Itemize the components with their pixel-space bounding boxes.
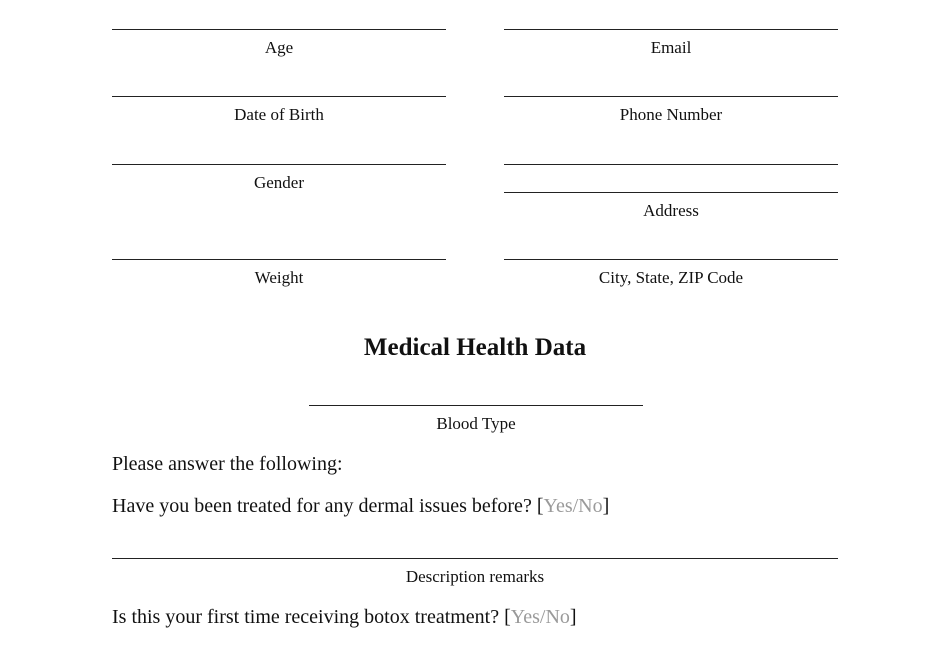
gender-label: Gender (253, 173, 305, 192)
blood-type-field[interactable] (309, 405, 643, 434)
description-remarks-label: Description remarks (405, 567, 545, 586)
medical-section-title: Medical Health Data (363, 334, 587, 361)
phone-field[interactable] (504, 96, 838, 125)
phone-input-line[interactable] (504, 96, 838, 97)
city-state-zip-label: City, State, ZIP Code (598, 268, 744, 287)
blood-type-label: Blood Type (436, 414, 516, 433)
age-field[interactable] (112, 29, 446, 58)
email-label: Email (650, 38, 692, 57)
question-dermal-issues: Have you been treated for any dermal issues before? [Yes/No] (112, 495, 610, 517)
dob-label: Date of Birth (234, 105, 324, 124)
email-input-line[interactable] (504, 29, 838, 30)
dob-field[interactable] (112, 96, 446, 125)
weight-label: Weight (254, 268, 304, 287)
email-field[interactable] (504, 29, 838, 58)
dob-input-line[interactable] (112, 96, 446, 97)
phone-label: Phone Number (619, 105, 723, 124)
first-botox-answer-placeholder[interactable]: Yes/No (510, 606, 570, 628)
weight-input-line[interactable] (112, 259, 446, 260)
gender-field[interactable] (112, 164, 446, 193)
description-remarks-field[interactable] (112, 558, 838, 587)
instruction-text: Please answer the following: (112, 453, 343, 475)
gender-input-line[interactable] (112, 164, 446, 165)
description-remarks-input-line[interactable] (112, 558, 838, 559)
address-input-line-2[interactable] (504, 192, 838, 193)
question-first-botox-text: Is this your first time receiving botox treatment? (112, 606, 500, 628)
city-state-zip-input-line[interactable] (504, 259, 838, 260)
age-label: Age (264, 38, 294, 57)
dermal-issues-answer-placeholder[interactable]: Yes/No (543, 495, 603, 517)
blood-type-input-line[interactable] (309, 405, 643, 406)
address-input-line-1[interactable] (504, 164, 838, 165)
city-state-zip-field[interactable] (504, 259, 838, 288)
question-first-botox: Is this your first time receiving botox treatment? [Yes/No] (112, 606, 577, 628)
address-field[interactable] (504, 164, 838, 221)
address-label: Address (643, 201, 699, 220)
weight-field[interactable] (112, 259, 446, 288)
question-dermal-issues-text: Have you been treated for any dermal issues before? (112, 495, 532, 517)
age-input-line[interactable] (112, 29, 446, 30)
